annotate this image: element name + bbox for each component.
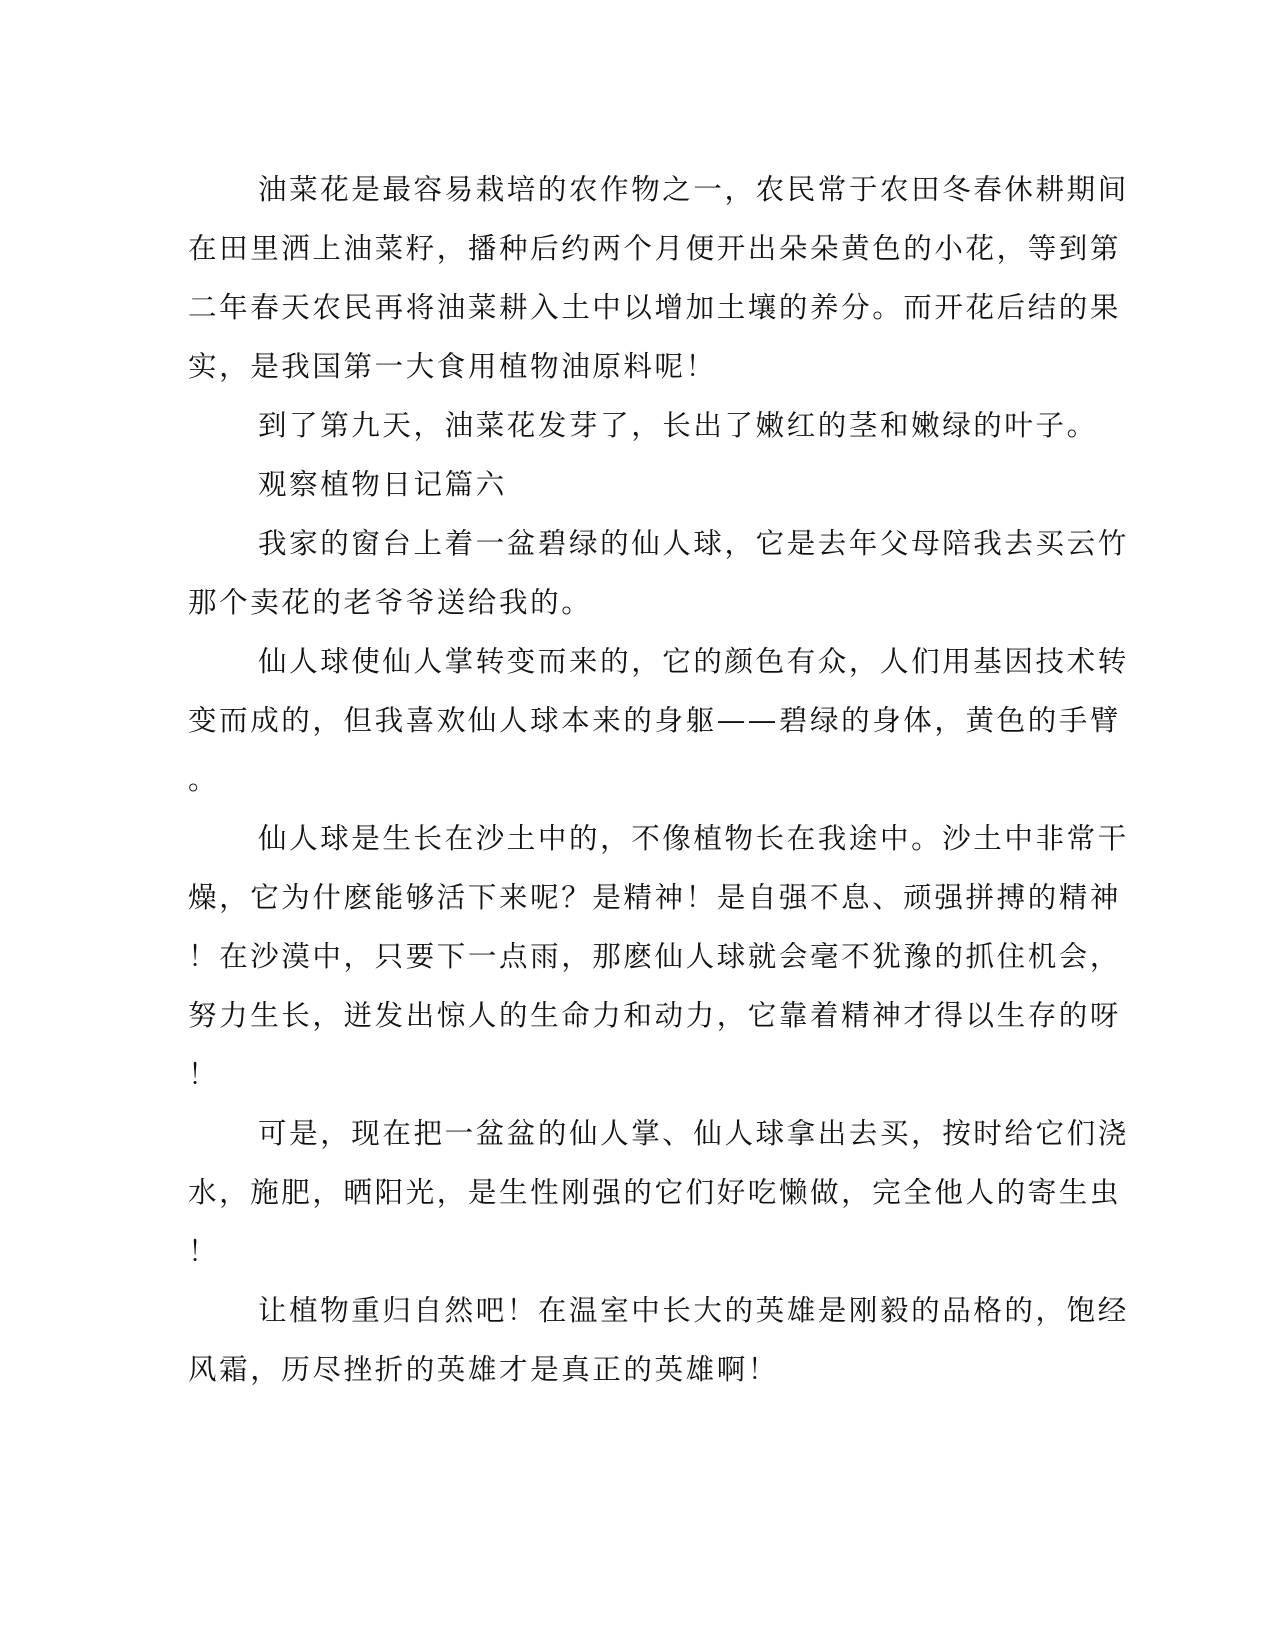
text-line: 仙人球是生长在沙土中的，不像植物长在我途中。沙土中非常干 [258, 822, 1129, 855]
text-line: 实，是我国第一大食用植物油原料呢！ [188, 350, 717, 383]
text-line: 努力生长，迸发出惊人的生命力和动力，它靠着精神才得以生存的呀 [188, 999, 1122, 1032]
text-line: 水，施肥，晒阳光，是生性刚强的它们好吃懒做，完全他人的寄生虫 [188, 1176, 1122, 1209]
text-line: 风霜，历尽挫折的英雄才是真正的英雄啊！ [188, 1353, 779, 1386]
text-line: ！ [188, 1235, 220, 1268]
text-line: 到了第九天，油菜花发芽了，长出了嫩红的茎和嫩绿的叶子。 [258, 409, 1098, 442]
text-line: 燥，它为什麽能够活下来呢？是精神！是自强不息、顽强拼搏的精神 [188, 881, 1122, 914]
text-line: ！在沙漠中，只要下一点雨，那麽仙人球就会毫不犹豫的抓住机会， [188, 940, 1122, 973]
text-line: 在田里洒上油菜籽，播种后约两个月便开出朵朵黄色的小花，等到第 [188, 232, 1122, 265]
text-line: ！ [188, 1058, 220, 1091]
section-heading: 观察植物日记篇六 [258, 468, 507, 501]
text-line: 。 [188, 763, 220, 796]
text-line: 二年春天农民再将油菜耕入土中以增加土壤的养分。而开花后结的果 [188, 291, 1122, 324]
text-line: 让植物重归自然吧！在温室中长大的英雄是刚毅的品格的，饱经 [258, 1294, 1129, 1327]
text-line: 可是，现在把一盆盆的仙人掌、仙人球拿出去买，按时给它们浇 [258, 1117, 1129, 1150]
text-line: 那个卖花的老爷爷送给我的。 [188, 586, 593, 619]
text-line: 变而成的，但我喜欢仙人球本来的身躯——碧绿的身体，黄色的手臂 [188, 704, 1122, 737]
document-body [188, 160, 1129, 1399]
text-line: 油菜花是最容易栽培的农作物之一，农民常于农田冬春休耕期间 [258, 173, 1129, 206]
text-line: 我家的窗台上着一盆碧绿的仙人球，它是去年父母陪我去买云竹 [258, 527, 1129, 560]
text-line: 仙人球使仙人掌转变而来的，它的颜色有众，人们用基因技术转 [258, 645, 1129, 678]
